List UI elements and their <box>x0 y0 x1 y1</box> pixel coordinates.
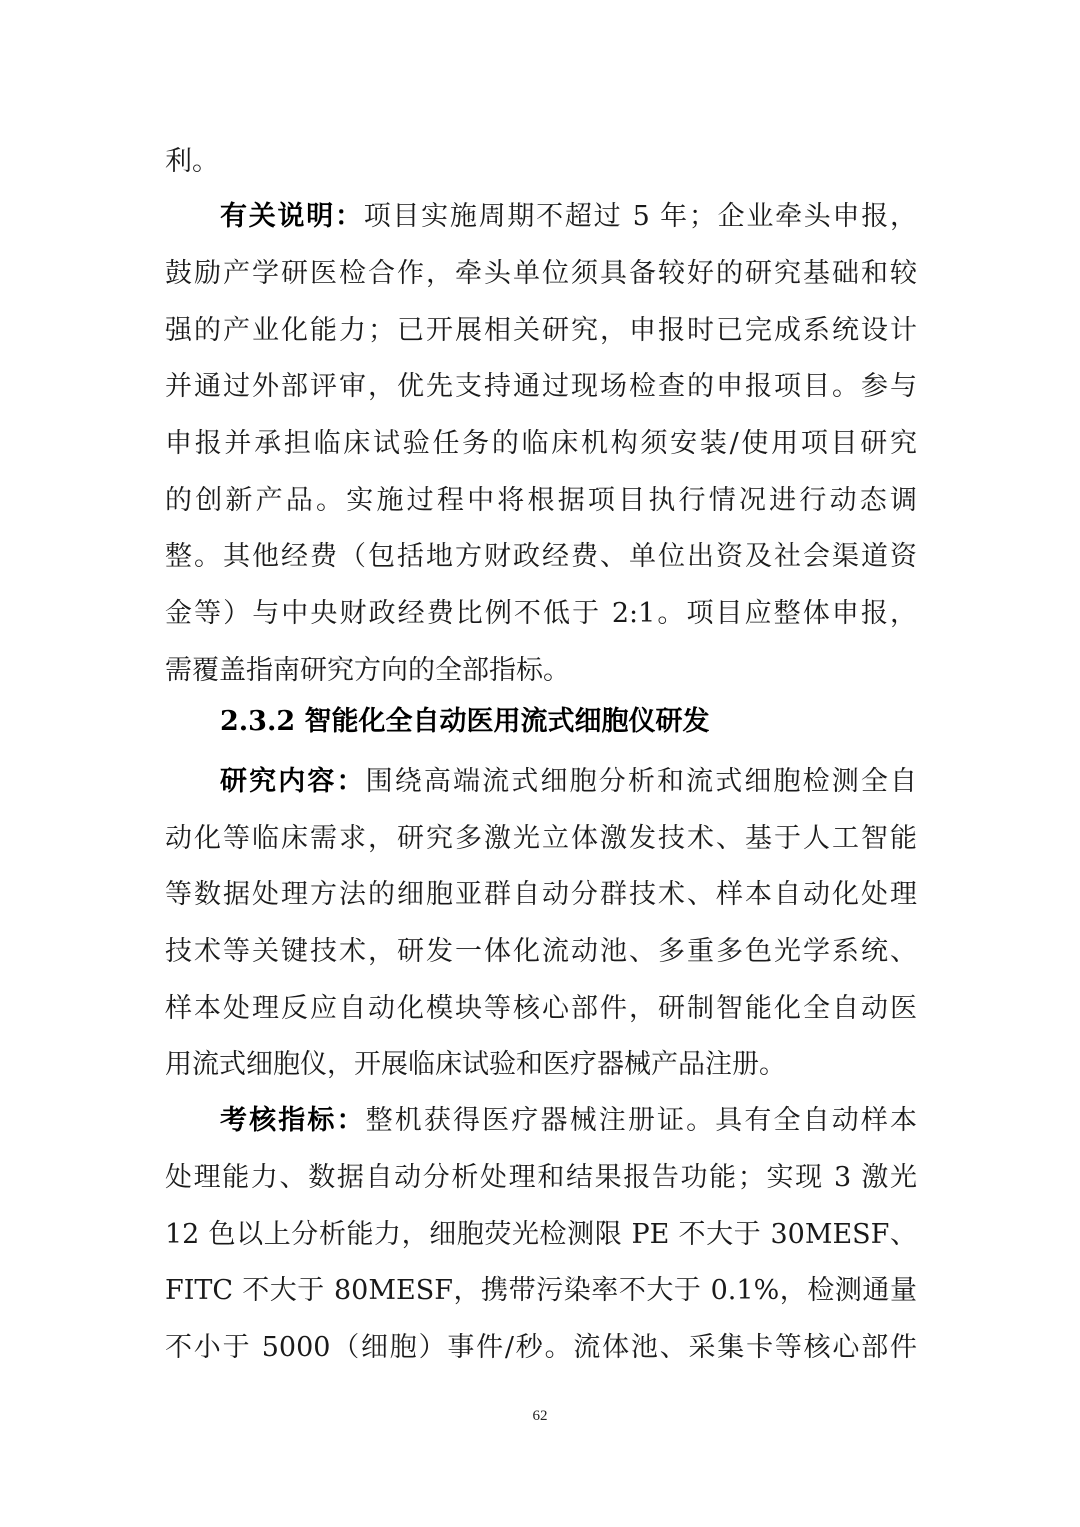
paragraph-line <box>220 197 917 237</box>
paragraph-line: 申报并承担临床试验任务的临床机构须安装/使用项目研究 <box>165 428 917 459</box>
paragraph-line: 强的产业化能力；已开展相关研究，申报时已完成系统设计 <box>165 315 917 346</box>
paragraph-line: 等数据处理方法的细胞亚群自动分群技术、样本自动化处理 <box>165 879 917 910</box>
paragraph-line: 动化等临床需求，研究多激光立体激发技术、基于人工智能 <box>165 823 917 854</box>
section-heading: 2.3.2 智能化全自动医用流式细胞仪研发 <box>220 706 710 737</box>
paragraph-text: 整机获得医疗器械注册证。具有全自动样本 <box>365 1105 917 1136</box>
paragraph-line <box>220 762 917 802</box>
research-content-label: 研究内容： <box>220 766 366 797</box>
paragraph-line: 利。 <box>165 146 219 177</box>
paragraph-line: 金等）与中央财政经费比例不低于 2:1。项目应整体申报， <box>165 598 917 629</box>
paragraph-line: 12 色以上分析能力，细胞荧光检测限 PE 不大于 30MESF、 <box>165 1219 917 1250</box>
paragraph-line: 处理能力、数据自动分析处理和结果报告功能；实现 3 激光 <box>165 1162 917 1193</box>
paragraph-text: 项目实施周期不超过 5 年；企业牵头申报， <box>363 201 917 232</box>
paragraph-line: 用流式细胞仪，开展临床试验和医疗器械产品注册。 <box>165 1049 786 1080</box>
paragraph-text: 围绕高端流式细胞分析和流式细胞检测全自 <box>365 766 917 797</box>
page-number: 62 <box>532 1408 548 1424</box>
assessment-label: 考核指标： <box>220 1105 366 1136</box>
paragraph-line: 技术等关键技术，研发一体化流动池、多重多色光学系统、 <box>165 936 917 967</box>
paragraph-line: 样本处理反应自动化模块等核心部件，研制智能化全自动医 <box>165 993 917 1024</box>
paragraph-line: 不小于 5000（细胞）事件/秒。流体池、采集卡等核心部件 <box>165 1332 917 1363</box>
paragraph-line: 需覆盖指南研究方向的全部指标。 <box>165 655 570 686</box>
paragraph-line: 鼓励产学研医检合作，牵头单位须具备较好的研究基础和较 <box>165 258 917 289</box>
paragraph-line <box>220 1101 917 1141</box>
paragraph-line: 的创新产品。实施过程中将根据项目执行情况进行动态调 <box>165 485 917 516</box>
related-notes-label: 有关说明： <box>220 201 364 232</box>
paragraph-line: FITC 不大于 80MESF，携带污染率不大于 0.1%，检测通量 <box>165 1275 917 1306</box>
paragraph-line: 整。其他经费（包括地方财政经费、单位出资及社会渠道资 <box>165 541 917 572</box>
paragraph-line: 并通过外部评审，优先支持通过现场检查的申报项目。参与 <box>165 371 917 402</box>
